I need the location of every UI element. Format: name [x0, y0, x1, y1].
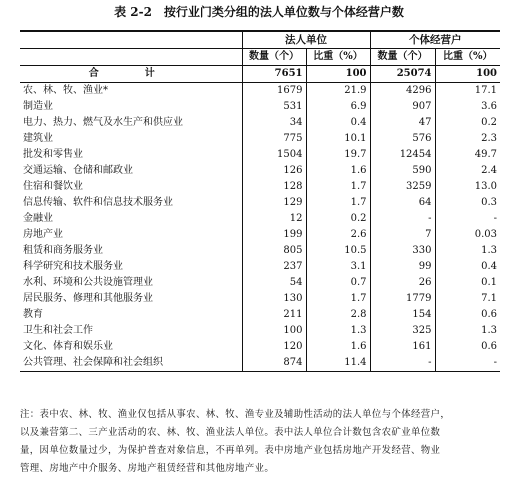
- row-lu-count: 237: [242, 259, 306, 275]
- table-row: [20, 355, 500, 372]
- row-lu-count: 126: [242, 163, 306, 179]
- footnote: [20, 406, 500, 478]
- table-row: [20, 307, 500, 323]
- table-row: [20, 195, 500, 211]
- row-label: 金融业: [23, 213, 53, 224]
- row-ind-ratio: 0.6: [435, 339, 500, 355]
- row-ind-count: 64: [370, 195, 435, 211]
- table-row: [20, 163, 500, 179]
- row-lu-ratio: 19.7: [306, 147, 370, 163]
- row-lu-ratio: 6.9: [306, 99, 370, 115]
- header-ind-ratio: 比重（%）: [435, 49, 500, 66]
- row-lu-ratio: 0.4: [306, 115, 370, 131]
- row-lu-count: 34: [242, 115, 306, 131]
- table-row: [20, 147, 500, 163]
- row-lu-ratio: 1.7: [306, 291, 370, 307]
- total-ind-ratio: 100: [435, 66, 500, 83]
- row-label: 制造业: [23, 101, 53, 112]
- row-lu-ratio: 1.7: [306, 179, 370, 195]
- row-ind-ratio: 0.03: [435, 227, 500, 243]
- row-label: 批发和零售业: [23, 149, 83, 160]
- row-lu-count: 54: [242, 275, 306, 291]
- row-lu-ratio: 1.7: [306, 195, 370, 211]
- total-lu-ratio: 100: [306, 66, 370, 83]
- row-lu-ratio: 10.1: [306, 131, 370, 147]
- row-ind-count: 7: [370, 227, 435, 243]
- row-lu-ratio: 0.7: [306, 275, 370, 291]
- row-lu-count: 874: [242, 355, 306, 372]
- row-lu-count: 100: [242, 323, 306, 339]
- header-blank-2: [20, 49, 242, 66]
- row-ind-count: 907: [370, 99, 435, 115]
- row-ind-ratio: 13.0: [435, 179, 500, 195]
- row-ind-ratio: 1.3: [435, 243, 500, 259]
- row-lu-count: 128: [242, 179, 306, 195]
- row-ind-ratio: 2.3: [435, 131, 500, 147]
- row-lu-count: 1679: [242, 83, 306, 100]
- footnote-line: 注：表中农、林、牧、渔业仅包括从事农、林、牧、渔专业及辅助性活动的法人单位与个体经营户，: [20, 409, 451, 420]
- row-lu-count: 130: [242, 291, 306, 307]
- table-row: [20, 131, 500, 147]
- header-lu-ratio: 比重（%）: [306, 49, 370, 66]
- row-ind-count: 325: [370, 323, 435, 339]
- row-lu-count: 775: [242, 131, 306, 147]
- row-lu-count: 211: [242, 307, 306, 323]
- row-lu-count: 531: [242, 99, 306, 115]
- row-lu-ratio: 10.5: [306, 243, 370, 259]
- row-ind-ratio: 0.4: [435, 259, 500, 275]
- table-row: [20, 275, 500, 291]
- table-row: [20, 323, 500, 339]
- table-row: [20, 115, 500, 131]
- row-ind-count: 1779: [370, 291, 435, 307]
- row-ind-ratio: 0.1: [435, 275, 500, 291]
- row-ind-ratio: 2.4: [435, 163, 500, 179]
- row-ind-count: -: [370, 211, 435, 227]
- row-ind-count: 3259: [370, 179, 435, 195]
- row-ind-ratio: 49.7: [435, 147, 500, 163]
- row-lu-ratio: 2.8: [306, 307, 370, 323]
- row-lu-count: 129: [242, 195, 306, 211]
- row-label: 科学研究和技术服务业: [23, 261, 123, 272]
- row-label: 教育: [23, 309, 43, 320]
- row-ind-ratio: 1.3: [435, 323, 500, 339]
- row-ind-count: 12454: [370, 147, 435, 163]
- table-row: [20, 339, 500, 355]
- header-blank: [20, 31, 242, 49]
- row-lu-ratio: 1.3: [306, 323, 370, 339]
- row-ind-count: 47: [370, 115, 435, 131]
- row-lu-ratio: 3.1: [306, 259, 370, 275]
- table-row: [20, 227, 500, 243]
- row-lu-ratio: 0.2: [306, 211, 370, 227]
- row-label: 交通运输、仓储和邮政业: [23, 165, 133, 176]
- row-label: 居民服务、修理和其他服务业: [23, 293, 153, 304]
- row-ind-ratio: 7.1: [435, 291, 500, 307]
- table-row: [20, 243, 500, 259]
- row-label: 电力、热力、燃气及水生产和供应业: [23, 117, 183, 128]
- row-lu-ratio: 2.6: [306, 227, 370, 243]
- footnote-line: 管理、房地产中介服务、房地产租赁经营和其他房地产业。: [20, 463, 275, 474]
- table-row: [20, 179, 500, 195]
- row-label: 建筑业: [23, 133, 53, 144]
- row-lu-ratio: 21.9: [306, 83, 370, 100]
- table-row: [20, 83, 500, 100]
- row-label: 信息传输、软件和信息技术服务业: [23, 197, 173, 208]
- row-lu-count: 805: [242, 243, 306, 259]
- row-ind-count: -: [370, 355, 435, 372]
- row-lu-count: 1504: [242, 147, 306, 163]
- table-row: [20, 211, 500, 227]
- total-ind-count: 25074: [370, 66, 435, 83]
- row-label: 卫生和社会工作: [23, 325, 93, 336]
- header-ind-count: 数量（个）: [370, 49, 435, 66]
- row-label: 水利、环境和公共设施管理业: [23, 277, 153, 288]
- row-lu-ratio: 1.6: [306, 339, 370, 355]
- row-label: 房地产业: [23, 229, 63, 240]
- row-ind-count: 330: [370, 243, 435, 259]
- row-ind-ratio: -: [435, 211, 500, 227]
- row-ind-ratio: 3.6: [435, 99, 500, 115]
- row-ind-count: 99: [370, 259, 435, 275]
- row-ind-ratio: 0.2: [435, 115, 500, 131]
- row-label: 文化、体育和娱乐业: [23, 341, 113, 352]
- row-ind-count: 590: [370, 163, 435, 179]
- row-ind-count: 576: [370, 131, 435, 147]
- total-row: [20, 66, 500, 83]
- row-ind-count: 154: [370, 307, 435, 323]
- row-lu-count: 199: [242, 227, 306, 243]
- row-ind-count: 4296: [370, 83, 435, 100]
- industry-table: [20, 30, 500, 372]
- row-ind-ratio: 0.6: [435, 307, 500, 323]
- table-row: [20, 99, 500, 115]
- row-ind-count: 26: [370, 275, 435, 291]
- row-lu-ratio: 11.4: [306, 355, 370, 372]
- header-legal-units: 法人单位: [242, 31, 370, 49]
- row-ind-count: 161: [370, 339, 435, 355]
- total-lu-count: 7651: [242, 66, 306, 83]
- total-label: 合 计: [20, 66, 242, 83]
- row-label: 农、林、牧、渔业*: [23, 85, 108, 96]
- header-lu-count: 数量（个）: [242, 49, 306, 66]
- table-row: [20, 259, 500, 275]
- row-lu-count: 120: [242, 339, 306, 355]
- table-title: 表 2-2 按行业门类分组的法人单位数与个体经营户数: [114, 5, 404, 19]
- row-lu-ratio: 1.6: [306, 163, 370, 179]
- row-label: 租赁和商务服务业: [23, 245, 103, 256]
- row-label: 公共管理、社会保障和社会组织: [20, 355, 242, 372]
- row-ind-ratio: -: [435, 355, 500, 372]
- row-lu-count: 12: [242, 211, 306, 227]
- header-individual: 个体经营户: [370, 31, 500, 49]
- footnote-line: 量，因单位数量过少，为保护普查对象信息，不再单列。表中房地产业包括房地产开发经营、物业: [20, 445, 441, 456]
- table-row: [20, 291, 500, 307]
- footnote-line: 以及兼营第二、三产业活动的农、林、牧、渔业法人单位。表中法人单位合计数包含农矿业单位数: [20, 427, 441, 438]
- row-ind-ratio: 0.3: [435, 195, 500, 211]
- row-ind-ratio: 17.1: [435, 83, 500, 100]
- row-label: 住宿和餐饮业: [23, 181, 83, 192]
